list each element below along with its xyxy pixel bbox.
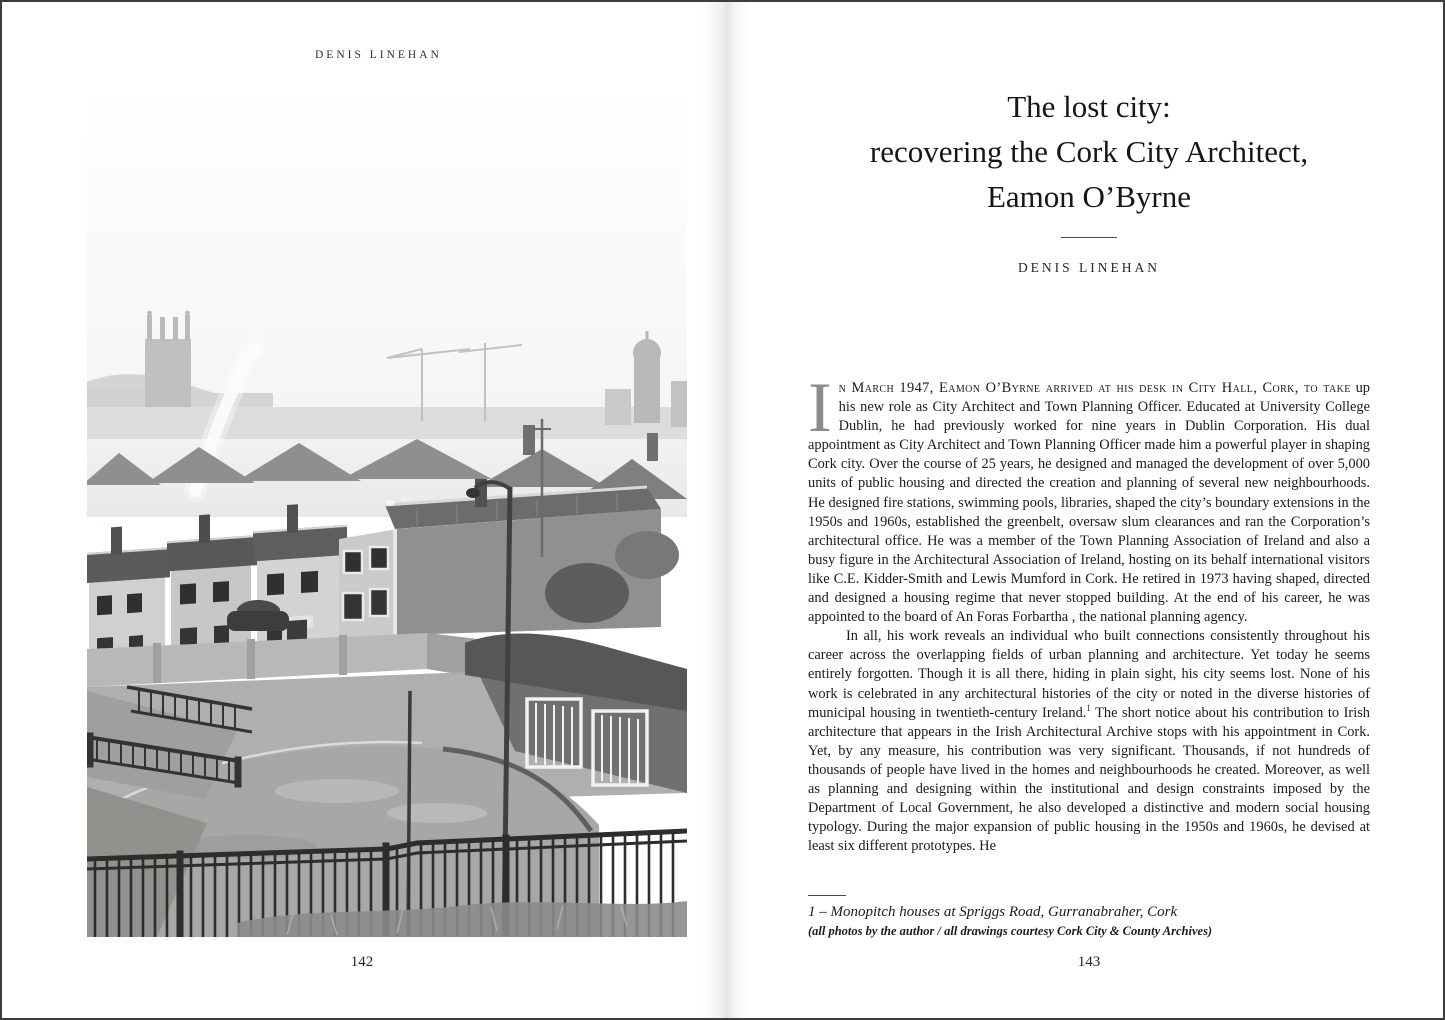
photo-sky [87, 87, 687, 517]
chapter-title-line-2: recovering the Cork City Architect, [869, 134, 1309, 169]
photo-foliage [615, 531, 679, 579]
photo-dome-tower [633, 331, 661, 423]
photo-seagull [401, 496, 410, 502]
photo-illustration [87, 87, 687, 937]
page-gutter-shadow [700, 2, 752, 1018]
paragraph-1 [808, 369, 1370, 627]
chapter-title-line-3: Eamon O’Byrne [986, 179, 1192, 214]
chapter-title-line-1: The lost city: [1007, 89, 1171, 124]
dropcap: I [808, 369, 832, 447]
paragraph-1-body: up his new role as City Architect and Town Planning Officer. Educated at University College Dublin, he had previously worked for nine years in Dublin Corporation. His dual appointment as City Architect and Town Planning Officer made him a powerful player in shaping Cork city. Over the course of 25 years, he designed and managed the development of over 5,000 units of public housing and directed the creation and planning of several new neighbourhoods. He designed fire stations, swimming pools, libraries, shaped the city’s boundary extensions in the 1950s and 1960s, established the greenbelt, oversaw slum clearances and ran the Corporation’s architectural office. He was a member of the Town Planning Association of Ireland and also a busy figure in the Architectural Association of Ireland, hosting on its behalf international visitors like C.E. Kidder-Smith and Lewis Mumford in Cork. He retired in 1973 having shaped, directed and designed a housing regime that never stopped building. At the end of his career, he was appointed to the board of An Foras Forbartha , the national planning agency. [808, 380, 1370, 626]
page-number: 143 [1077, 954, 1101, 970]
paragraph-2-before-note: In all, his work reveals an individual who built connections consistently throughout his career across the overlapping fields of urban planning and architecture. Yet today he seems entirely forgotten. Though it is all there, hiding in plain sight, his city seems lost. None of his work is celebrated in any architectural histories of the city or noted in the diverse histories of municipal housing in twentieth-century Ireland. [808, 628, 1370, 721]
caption-rule [808, 895, 846, 896]
figure-caption-block [808, 895, 1370, 940]
photo-big-house [339, 479, 661, 643]
figure-caption: 1 – Monopitch houses at Spriggs Road, Gurranabraher, Cork [808, 904, 1178, 920]
title-divider-rule [1061, 237, 1117, 238]
author-byline: DENIS LINEHAN [1017, 260, 1161, 275]
photograph [87, 87, 687, 937]
paragraph-1-leadin: n March 1947, Eamon O’Byrne arrived at his desk in City Hall, Cork, to take [838, 380, 1351, 396]
page-number: 142 [350, 954, 374, 970]
footnote-reference: 1 [1086, 702, 1091, 713]
photo-credit: (all photos by the author / all drawings courtesy Cork City & County Archives) [808, 924, 1213, 938]
body-text [808, 369, 1370, 856]
photo-seagull [386, 500, 395, 506]
paragraph-2-after-note: The short notice about his contribution to Irish architecture that appears in the Irish Architectural Archive stops with his appointment in Cork. Yet, by any measure, his contribution was very significant. Thousands, if not hundreds of thousands of people have lived in the homes and neighbourhoods he created. Moreover, as well as planning and designing within the institutional and design constraints imposed by the Department of Local Government, he also developed a distinctive and modern social housing typology. During the major expansion of public housing in the 1950s and 1960s, he devised at least six different prototypes. He [808, 704, 1370, 855]
paragraph-2 [808, 627, 1370, 856]
running-head: DENIS LINEHAN [315, 49, 442, 61]
photo-foliage [545, 563, 629, 623]
chapter-title-block [808, 84, 1370, 276]
